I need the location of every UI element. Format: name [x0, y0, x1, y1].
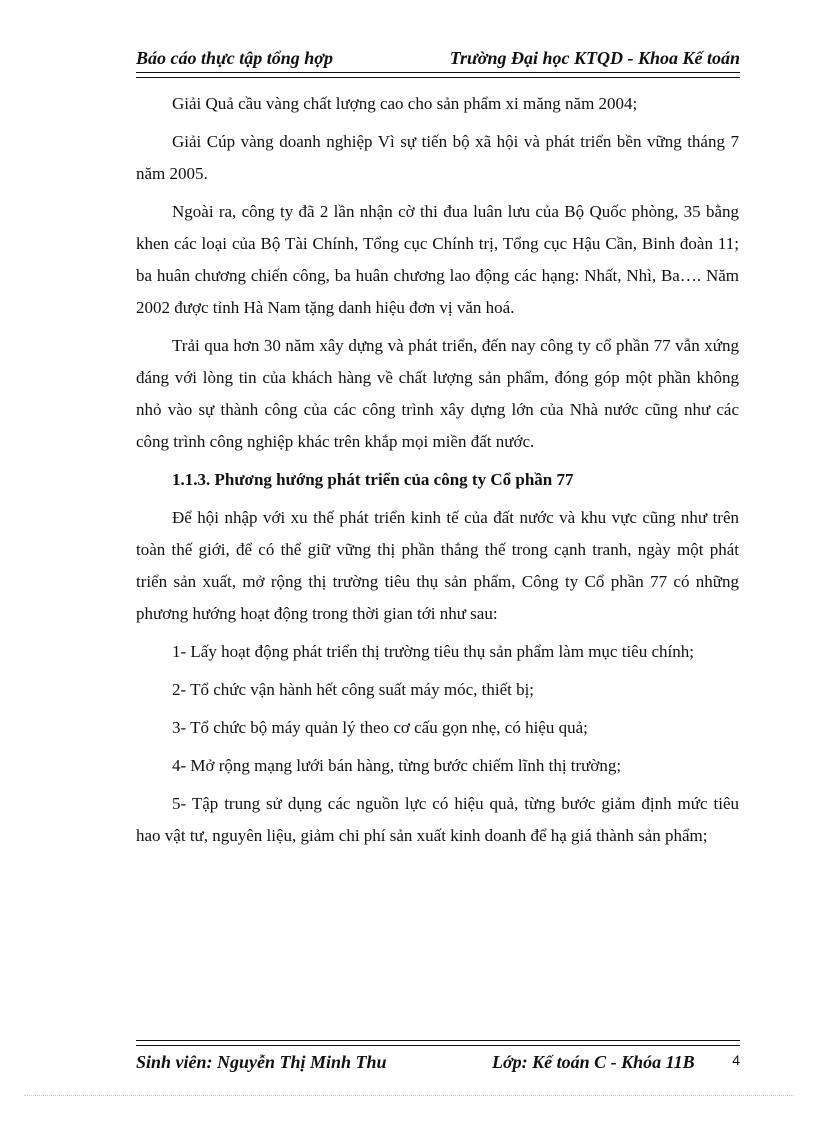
- list-item: 4- Mở rộng mạng lưới bán hàng, từng bước chiếm lĩnh thị trường;: [172, 756, 622, 775]
- footer-class: Lớp: Kế toán C - Khóa 11B: [492, 1052, 695, 1072]
- page-bottom-dotted-line: [24, 1095, 794, 1096]
- header-report-title: Báo cáo thực tập tổng hợp: [136, 48, 333, 68]
- paragraph: Ngoài ra, công ty đã 2 lần nhận cờ thi đua luân lưu của Bộ Quốc phòng, 35 bằng khen các loại của Bộ Tài Chính, Tổng cục Chính trị, Tổng cục Hậu Cần, Binh đoàn 11; ba huân chương chiến công, ba huân chương lao động các hạng: Nhất, Nhì, Ba…. Năm 2002 được tỉnh Hà Nam tặng danh hiệu đơn vị văn hoá.: [136, 202, 739, 317]
- header-divider: [136, 72, 740, 78]
- paragraph: Giải Quả cầu vàng chất lượng cao cho sản phẩm xi măng năm 2004;: [172, 94, 638, 113]
- list-item: 1- Lấy hoạt động phát triển thị trường tiêu thụ sản phẩm làm mục tiêu chính;: [172, 642, 694, 661]
- paragraph: Trải qua hơn 30 năm xây dựng và phát triển, đến nay công ty cổ phần 77 vẫn xứng đáng với lòng tin của khách hàng về chất lượng sản phẩm, đóng góp một phần không nhỏ vào sự thành công của các công trình xây dựng lớn của Nhà nước cũng như các công trình công nghiệp khác trên khắp mọi miền đất nước.: [136, 336, 739, 451]
- section-heading: 1.1.3. Phương hướng phát triển của công ty Cổ phần 77: [172, 470, 574, 489]
- paragraph: Giải Cúp vàng doanh nghiệp Vì sự tiến bộ xã hội và phát triển bền vững tháng 7 năm 2005.: [136, 132, 739, 183]
- list-item: 3- Tổ chức bộ máy quản lý theo cơ cấu gọn nhẹ, có hiệu quả;: [172, 718, 588, 737]
- footer-student: Sinh viên: Nguyễn Thị Minh Thu: [136, 1052, 387, 1072]
- footer-divider: [136, 1040, 740, 1046]
- page-header: [136, 44, 740, 74]
- list-item: 5- Tập trung sử dụng các nguồn lực có hiệu quả, từng bước giảm định mức tiêu hao vật tư, nguyên liệu, giảm chi phí sản xuất kinh doanh để hạ giá thành sản phẩm;: [136, 794, 739, 845]
- intro-paragraph: Để hội nhập với xu thế phát triển kinh tế của đất nước và khu vực cũng như trên toàn thế giới, để có thể giữ vững thị phần thắng thế trong cạnh tranh, ngày một phát triển sản xuất, mở rộng thị trường tiêu thụ sản phẩm, Công ty Cổ phần 77 có những phương hướng hoạt động trong thời gian tới như sau:: [136, 508, 739, 623]
- page-number: 4: [732, 1052, 740, 1068]
- list-item: 2- Tổ chức vận hành hết công suất máy móc, thiết bị;: [172, 680, 535, 699]
- document-body: [136, 88, 739, 858]
- header-university: Trường Đại học KTQD - Khoa Kế toán: [449, 48, 740, 68]
- page-footer: [136, 1052, 740, 1080]
